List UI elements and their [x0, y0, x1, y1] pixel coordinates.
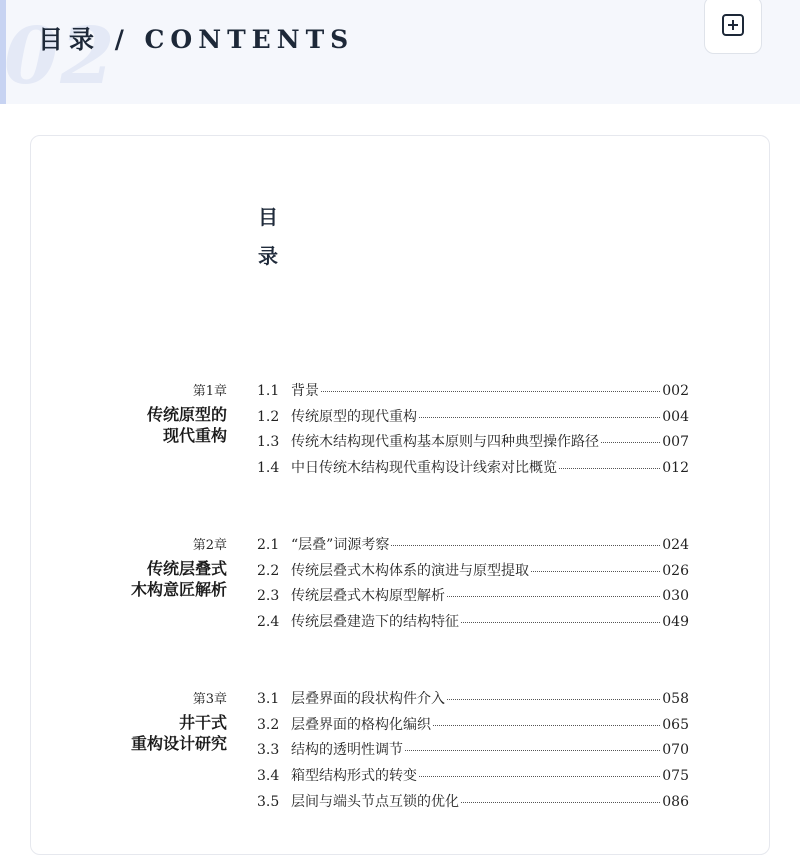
entry-page-number: 058 [662, 691, 689, 707]
toc-entry[interactable] [257, 431, 689, 451]
page-title: 目录 / CONTENTS [38, 25, 355, 54]
entry-title: 中日传统木结构现代重构设计线索对比概览 [291, 460, 557, 477]
toc-entry[interactable] [257, 791, 689, 811]
entry-title: “层叠”词源考察 [291, 537, 390, 553]
entry-title: 箱型结构形式的转变 [291, 768, 417, 785]
dot-leader [461, 802, 660, 803]
entry-page-number: 007 [662, 434, 689, 451]
entry-title: 传统层叠建造下的结构特征 [291, 614, 459, 631]
dot-leader [405, 750, 660, 751]
toc-entry[interactable] [257, 560, 689, 580]
entry-page-number: 086 [662, 793, 689, 810]
chapter-title-line: 重构设计研究 [130, 734, 227, 753]
entry-page-number: 065 [662, 716, 689, 733]
chapter-title-line: 井干式 [178, 713, 227, 732]
chapter-title [131, 712, 227, 754]
entry-number: 2.1 [257, 537, 280, 553]
toc-entry[interactable] [257, 765, 689, 785]
entry-number: 3.5 [257, 793, 280, 810]
entry-page-number: 049 [662, 614, 689, 631]
entry-number: 3.2 [257, 716, 280, 733]
entry-title: 背景 [291, 383, 319, 399]
toc-entry[interactable] [257, 714, 689, 734]
toc-entry[interactable] [257, 457, 689, 477]
chapter-title-line: 木构意匠解析 [130, 580, 227, 599]
entry-page-number: 012 [662, 460, 689, 477]
toc-entry[interactable] [257, 611, 689, 631]
dot-leader [531, 571, 660, 572]
entry-page-number: 002 [662, 383, 689, 399]
toc-entry[interactable] [257, 406, 689, 426]
dot-leader [433, 725, 660, 726]
entry-page-number: 024 [662, 537, 689, 553]
entry-page-number: 070 [662, 742, 689, 759]
dot-leader [601, 442, 660, 443]
entry-title: 层叠界面的格构化编织 [291, 716, 431, 733]
dot-leader [391, 545, 660, 546]
entry-page-number: 030 [662, 588, 689, 605]
toc-entry[interactable] [257, 688, 689, 708]
chapter-title [147, 404, 227, 446]
entry-title: 层间与端头节点互锁的优化 [291, 793, 459, 810]
entry-number: 1.3 [257, 434, 280, 451]
entry-number: 3.4 [257, 768, 280, 785]
entry-number: 3.3 [257, 742, 280, 759]
dot-leader [419, 776, 660, 777]
toc-heading: 目录 [258, 205, 278, 268]
chapter-title [131, 558, 227, 600]
entry-title: 传统层叠式木构体系的演进与原型提取 [291, 562, 529, 579]
entry-number: 1.1 [257, 383, 280, 399]
chapter-label: 第1章 [192, 384, 227, 399]
section-number-watermark: 02 [4, 11, 117, 102]
entry-number: 2.4 [257, 614, 280, 631]
entry-title: 传统层叠式木构原型解析 [291, 588, 445, 605]
toc-entry[interactable] [257, 380, 689, 400]
dot-leader [447, 699, 660, 700]
chapter-label: 第2章 [192, 538, 227, 553]
entry-title: 传统木结构现代重构基本原则与四种典型操作路径 [291, 434, 599, 451]
entry-page-number: 004 [662, 408, 689, 425]
entry-title: 传统原型的现代重构 [291, 408, 417, 425]
entry-number: 2.3 [257, 588, 280, 605]
chapter-title-line: 传统层叠式 [146, 559, 227, 578]
page-header [0, 0, 800, 104]
entry-number: 1.4 [257, 460, 280, 477]
dot-leader [461, 622, 660, 623]
dot-leader [321, 391, 660, 392]
dot-leader [447, 596, 660, 597]
entry-number: 3.1 [257, 691, 280, 707]
toc-entry[interactable] [257, 739, 689, 759]
chapter-label: 第3章 [192, 692, 227, 707]
add-button[interactable] [704, 0, 762, 54]
entry-page-number: 026 [662, 562, 689, 579]
chapter-title-line: 现代重构 [162, 426, 227, 445]
toc-entry[interactable] [257, 585, 689, 605]
entry-title: 层叠界面的段状构件介入 [291, 691, 445, 707]
entry-page-number: 075 [662, 768, 689, 785]
dot-leader [419, 417, 660, 418]
plus-square-icon [720, 12, 746, 38]
entry-number: 1.2 [257, 408, 280, 425]
toc-entry[interactable] [257, 534, 689, 554]
entry-number: 2.2 [257, 562, 280, 579]
dot-leader [559, 468, 660, 469]
chapter-title-line: 传统原型的 [146, 405, 227, 424]
entry-title: 结构的透明性调节 [291, 742, 403, 759]
